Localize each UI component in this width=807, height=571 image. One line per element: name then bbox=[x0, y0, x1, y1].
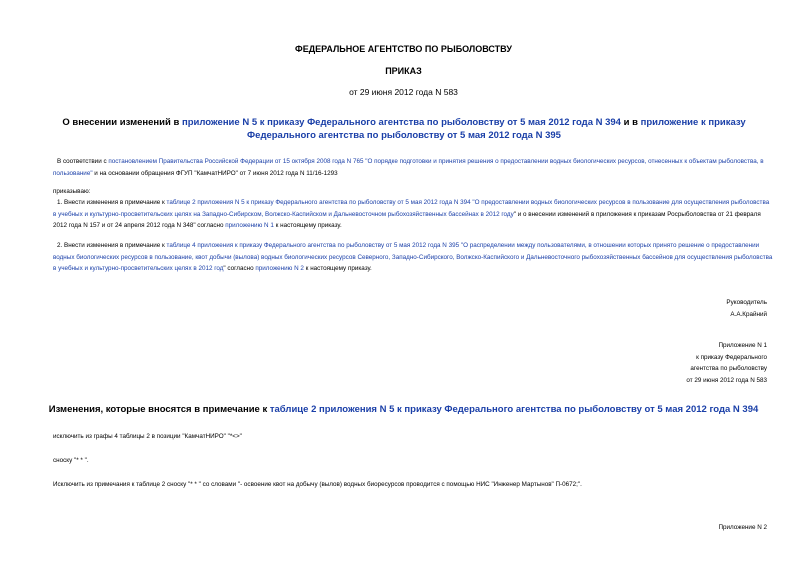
order-word: приказываю: bbox=[53, 188, 91, 195]
preamble: В соответствии с постановлением Правительства Российской Федерации от 15 октября 2008 года N 765 "О порядке подготовки и принятия решения о предоставлении водных биологических ресурсов, отнесенных к объектам рыболовства, в пользование" и на основании обращения ФГУП "КамчатНИРО" от 7 июня 2012 года N 11/16-1293 bbox=[53, 158, 764, 177]
title-link-appendix[interactable]: приложение к приказу Федерального агентства по рыболовству от 5 мая 2012 года N 395 bbox=[247, 117, 746, 141]
item2-link-appendix2[interactable]: приложению N 2 bbox=[255, 265, 304, 272]
agency-name: ФЕДЕРАЛЬНОЕ АГЕНТСТВО ПО РЫБОЛОВСТВУ bbox=[295, 44, 512, 54]
changes-title: Изменения, которые вносятся в примечание к таблице 2 приложения N 5 к приказу Федерального агентства по рыболовству от 5 мая 2012 года N 394 bbox=[48, 404, 759, 415]
appendix1-header: Приложение N 1 к приказу Федерального агентства по рыболовству от 29 июня 2012 года N 583 bbox=[686, 342, 767, 384]
order-date: от 29 июня 2012 года N 583 bbox=[349, 87, 458, 97]
signature bbox=[726, 297, 767, 320]
change-line-1: исключить из графы 4 таблицы 2 в позиции "КамчатНИРО" "*<>" bbox=[53, 433, 242, 440]
signature-name: А.А.Крайний bbox=[730, 310, 767, 318]
item-2: 2. Внести изменения в примечание к таблице 4 приложения к приказу Федерального агентства по рыболовству от 5 мая 2012 года N 395 "О распределении между пользователями, в отношении которых принято решение о предоставлении водных биологических ресурсов в пользование, квот добычи (вылова) водных биологических ресурсов Северного, Западно-Сибирского, Волжско-Каспийского и Дальневосточного рыбохозяйственных бассейнов для осуществления рыболовства в учебных и культурно-просветительских целях в 2012 год" согласно приложению N 2 к настоящему приказу. bbox=[53, 242, 773, 272]
item1-link-table2[interactable]: таблице 2 приложения N 5 к приказу Федерального агентства по рыболовству от 5 мая 2012 года N 394 "О предоставлении водных биологических ресурсов в пользование для осуществления рыболовства в учебных и культурно-просветительских целях на Западно-Сибирском, Волжско-Каспийском и Дальневосточном рыбохозяйственных бассейнах в 2012 году bbox=[53, 199, 770, 218]
change-line-2: сноску "* * ". bbox=[53, 457, 89, 464]
signature-role: Руководитель bbox=[726, 299, 767, 306]
title-link-appendix5[interactable]: приложение N 5 к приказу Федерального агентства по рыболовству от 5 мая 2012 года N 394 bbox=[181, 117, 621, 128]
doc-type: ПРИКАЗ bbox=[385, 66, 422, 76]
change-line-3: Исключить из примечания к таблице 2 сноску "* * " со словами "- освоение квот на добычу (вылов) водных биоресурсов проводится с помощью НИС "Инженер Мартынов" П-0672;". bbox=[53, 481, 582, 488]
item1-link-appendix1[interactable]: приложению N 1 bbox=[225, 222, 274, 229]
item2-link-table4[interactable]: таблице 4 приложения к приказу Федерального агентства по рыболовству от 5 мая 2012 года N 395 "О распределении между пользователями, в отношении которых принято решение о предоставлении водных биологических ресурсов в пользование, квот добычи (вылова) водных биологических ресурсов Северного, Западно-Сибирского, Волжско-Каспийского и Дальневосточного рыбохозяйственных бассейнов для осуществления рыболовства в учебных и культурно-просветительских целях в 2012 год bbox=[53, 242, 773, 272]
item-1: 1. Внести изменения в примечание к таблице 2 приложения N 5 к приказу Федерального агентства по рыболовству от 5 мая 2012 года N 394 "О предоставлении водных биологических ресурсов в пользование для осуществления рыболовства в учебных и культурно-просветительских целях на Западно-Сибирском, Волжско-Каспийском и Дальневосточном рыбохозяйственных бассейнах в 2012 году" и о внесении изменений в приложения к приказам Росрыболовства от 21 февраля 2012 года N 157 и от 24 апреля 2012 года N 348" согласно приложению N 1 к настоящему приказу. bbox=[53, 199, 770, 229]
appendix2-header: Приложение N 2 bbox=[718, 524, 767, 531]
changes-title-link[interactable]: таблице 2 приложения N 5 к приказу Федерального агентства по рыболовству от 5 мая 2012 года N 394 bbox=[269, 404, 759, 415]
order-title: О внесении изменений в приложение N 5 к приказу Федерального агентства по рыболовству от 5 мая 2012 года N 394 и в приложение к приказу Федерального агентства по рыболовству от 5 мая 2012 года N 395 bbox=[62, 117, 746, 141]
preamble-link-decree[interactable]: постановлением Правительства Российской Федерации от 15 октября 2008 года N 765 "О порядке подготовки и принятия решения о предоставлении водных биологических ресурсов, отнесенных к объектам рыболовства, в пользование" bbox=[53, 158, 764, 177]
